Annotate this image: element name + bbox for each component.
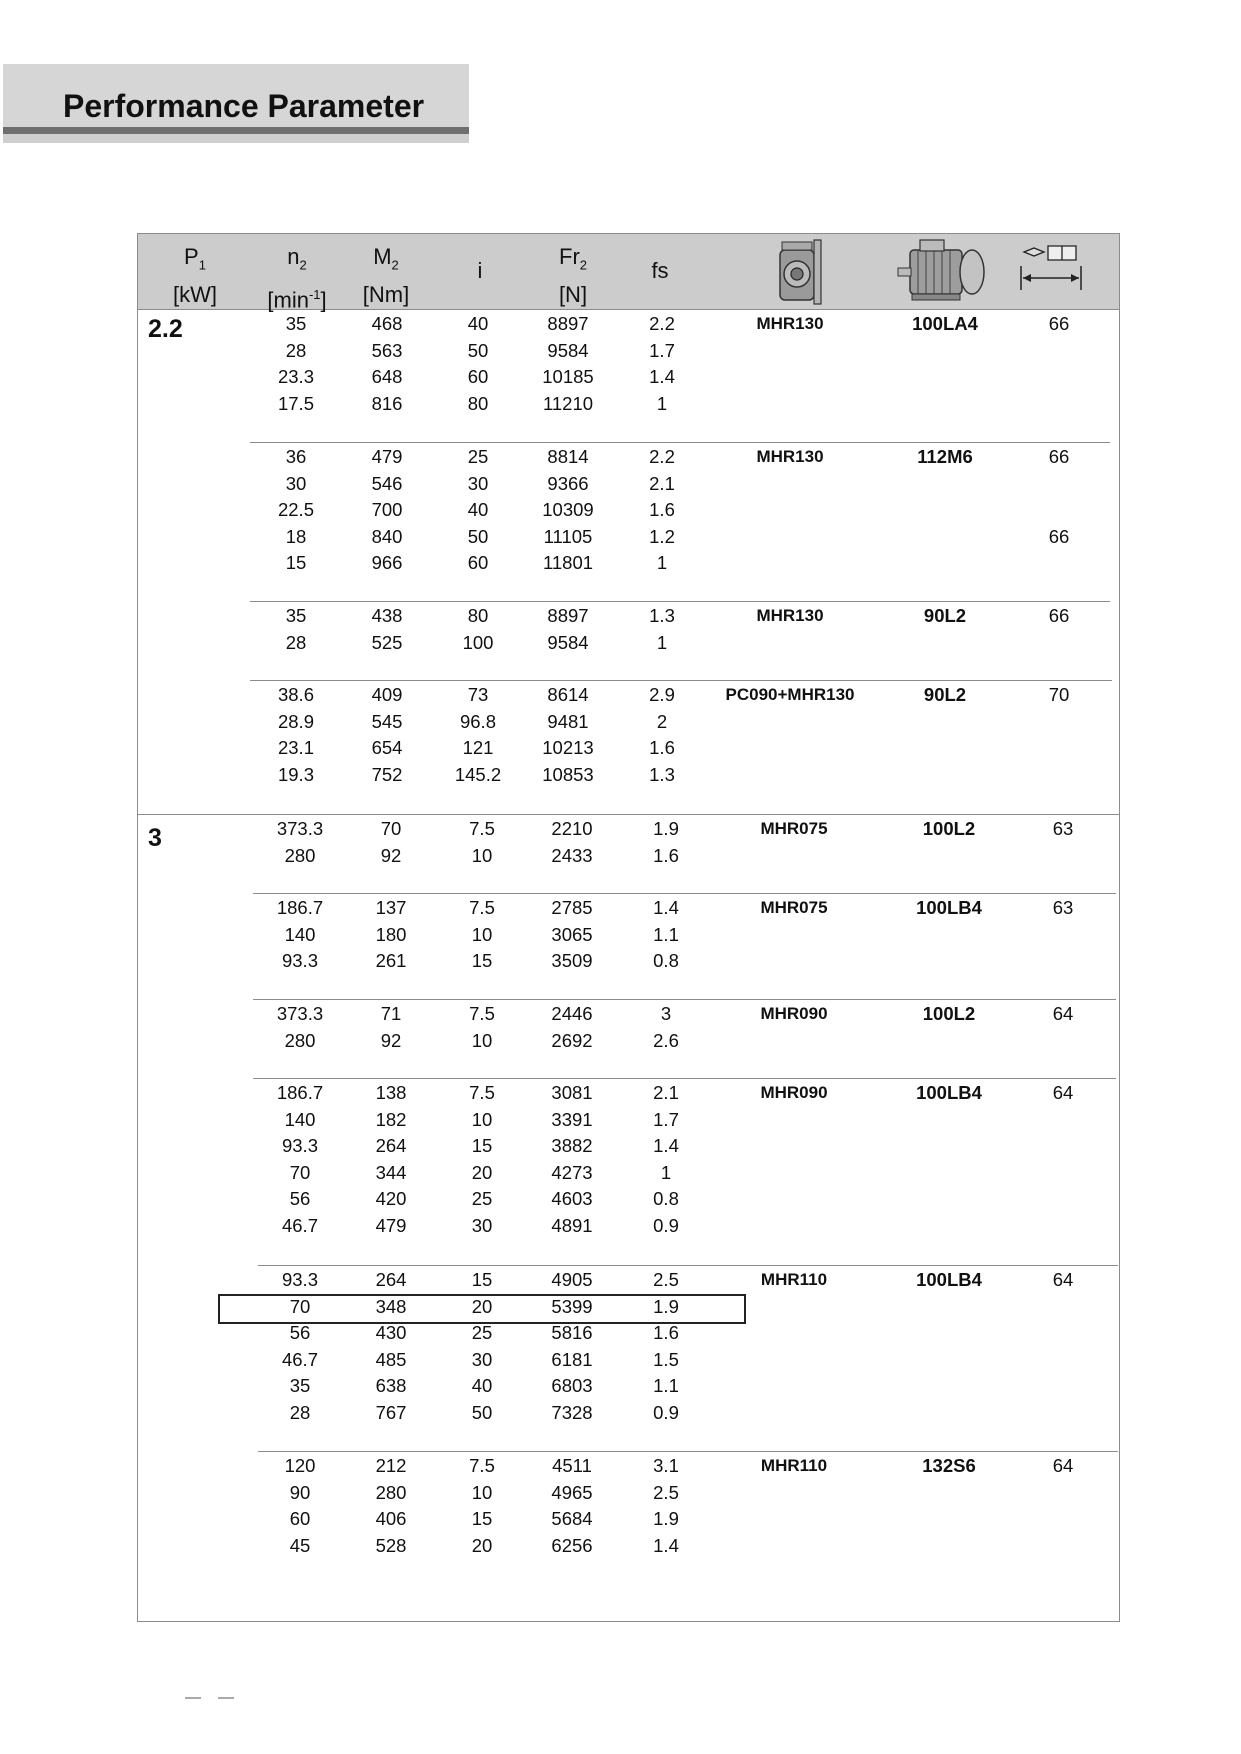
cell-i: 7.5 <box>469 1455 495 1476</box>
dimension-value: 63 <box>1052 818 1074 839</box>
cell-i: 15 <box>471 950 493 972</box>
header-fs: fs <box>651 258 669 283</box>
cell-fs: 0.8 <box>653 1188 679 1210</box>
cell-fr2: 7328 <box>551 1402 593 1423</box>
table-row <box>0 921 1241 948</box>
dimension-value: 66 <box>1048 605 1070 626</box>
cell-m2: 752 <box>371 763 403 785</box>
cell-fr2: 9366 <box>547 472 589 494</box>
cell-fs: 2.1 <box>649 472 675 494</box>
cell-fs: 1.4 <box>653 897 679 918</box>
cell-i: 30 <box>471 1348 493 1370</box>
cell-m2: 180 <box>375 923 407 945</box>
motor-model: 90L2 <box>923 605 967 626</box>
cell-m2: 468 <box>371 313 403 334</box>
gearbox-model: MHR075 <box>760 898 828 917</box>
cell-m2: 409 <box>371 684 403 705</box>
cell-m2: 92 <box>380 1029 402 1051</box>
gearbox-model: MHR090 <box>760 1004 828 1023</box>
cell-fs: 2.2 <box>649 446 675 467</box>
gearbox-model: MHR130 <box>756 314 824 333</box>
cell-m2: 546 <box>371 472 403 494</box>
cell-m2: 438 <box>371 605 403 626</box>
cell-fr2: 6803 <box>551 1375 593 1397</box>
cell-m2: 648 <box>371 366 403 388</box>
cell-m2: 264 <box>375 1135 407 1157</box>
cell-fs: 1.5 <box>653 1348 679 1370</box>
dimension-value: 66 <box>1048 313 1070 334</box>
motor-model: 100LB4 <box>916 1082 982 1103</box>
cell-n2: 186.7 <box>276 897 324 918</box>
cell-m2: 280 <box>375 1481 407 1503</box>
cell-i: 7.5 <box>469 818 495 839</box>
cell-fr2: 4965 <box>551 1481 593 1503</box>
cell-m2: 966 <box>371 552 403 574</box>
cell-i: 10 <box>471 1029 493 1051</box>
cell-m2: 406 <box>375 1508 407 1530</box>
cell-fr2: 4273 <box>551 1161 593 1183</box>
gearbox-model: MHR130 <box>756 606 824 625</box>
cell-m2: 182 <box>375 1108 407 1130</box>
cell-n2: 17.5 <box>277 392 314 414</box>
cell-m2: 348 <box>375 1295 407 1317</box>
cell-fr2: 10309 <box>542 499 594 521</box>
cell-fr2: 10853 <box>542 763 594 785</box>
cell-fs: 3 <box>660 1003 672 1024</box>
cell-fs: 1.4 <box>653 1135 679 1157</box>
cell-i: 20 <box>471 1295 493 1317</box>
cell-fr2: 2210 <box>551 818 593 839</box>
cell-fs: 1.2 <box>649 525 675 547</box>
cell-fs: 1.3 <box>649 605 675 626</box>
dimension-value: 64 <box>1052 1455 1074 1476</box>
cell-i: 80 <box>467 605 489 626</box>
page-title: Performance Parameter <box>63 88 425 124</box>
table-row <box>0 1106 1241 1133</box>
dimension-value: 64 <box>1052 1003 1074 1024</box>
table-row <box>0 1479 1241 1506</box>
motor-icon <box>890 236 1000 306</box>
dimension-value: 64 <box>1052 1082 1074 1103</box>
cell-m2: 430 <box>375 1322 407 1344</box>
cell-fr2: 10185 <box>542 366 594 388</box>
cell-i: 30 <box>467 472 489 494</box>
cell-i: 60 <box>467 366 489 388</box>
cell-fr2: 4511 <box>552 1455 592 1476</box>
cell-fr2: 3509 <box>551 950 593 972</box>
table-row <box>0 1212 1241 1239</box>
gearbox-model: MHR130 <box>756 447 824 466</box>
motor-model: 100L2 <box>922 1003 976 1024</box>
cell-fr2: 11210 <box>542 392 594 414</box>
cell-fr2: 9584 <box>547 339 589 361</box>
cell-n2: 373.3 <box>276 818 324 839</box>
cell-fr2: 3882 <box>551 1135 593 1157</box>
motor-model: 90L2 <box>923 684 967 705</box>
cell-n2: 70 <box>289 1161 311 1183</box>
cell-fs: 1.6 <box>649 737 675 759</box>
cell-fr2: 5816 <box>551 1322 593 1344</box>
cell-fs: 2 <box>656 710 668 732</box>
cell-m2: 528 <box>375 1534 407 1556</box>
cell-i: 15 <box>471 1135 493 1157</box>
cell-i: 80 <box>467 392 489 414</box>
dimension-value: 64 <box>1052 1269 1074 1290</box>
cell-n2: 36 <box>285 446 307 467</box>
cell-fs: 1 <box>656 631 668 653</box>
table-row <box>0 390 1241 417</box>
table-row <box>0 629 1241 656</box>
cell-fr2: 3065 <box>551 923 593 945</box>
cell-i: 145.2 <box>454 763 502 785</box>
table-row <box>0 708 1241 735</box>
cell-fs: 2.1 <box>653 1082 679 1103</box>
cell-fs: 1.9 <box>653 818 679 839</box>
cell-fr2: 6181 <box>551 1348 593 1370</box>
dimension-value: 66 <box>1048 525 1070 547</box>
cell-fs: 0.8 <box>653 950 679 972</box>
cell-m2: 264 <box>375 1269 407 1290</box>
cell-fr2: 3081 <box>551 1082 593 1103</box>
table-row <box>0 1132 1241 1159</box>
dimension-value: 66 <box>1048 446 1070 467</box>
cell-fr2: 2433 <box>551 844 593 866</box>
highlight-row-box <box>218 1294 746 1324</box>
cell-fr2: 8814 <box>547 446 589 467</box>
cell-n2: 280 <box>284 1029 316 1051</box>
table-row <box>0 496 1241 523</box>
cell-m2: 261 <box>375 950 407 972</box>
motor-model: 100LB4 <box>916 897 982 918</box>
cell-fr2: 5684 <box>551 1508 593 1530</box>
power-label-3: 3 <box>148 824 162 852</box>
cell-n2: 28.9 <box>277 710 314 732</box>
cell-fs: 1 <box>656 392 668 414</box>
table-row <box>0 947 1241 974</box>
cell-m2: 420 <box>375 1188 407 1210</box>
cell-m2: 485 <box>375 1348 407 1370</box>
cell-fs: 0.9 <box>653 1402 679 1423</box>
cell-fs: 1.9 <box>653 1295 679 1317</box>
table-row <box>0 842 1241 869</box>
cell-fr2: 9584 <box>547 631 589 653</box>
dimension-value: 70 <box>1048 684 1070 705</box>
cell-i: 40 <box>471 1375 493 1397</box>
cell-n2: 93.3 <box>281 1269 318 1290</box>
cell-fr2: 8614 <box>547 684 589 705</box>
cell-fr2: 4603 <box>551 1188 593 1210</box>
cell-m2: 344 <box>375 1161 407 1183</box>
header-n2: $n_2$ $[\min^{-1}]$ <box>267 244 327 313</box>
cell-fs: 1.9 <box>653 1508 679 1530</box>
cell-fs: 2.5 <box>653 1481 679 1503</box>
cell-n2: 38.6 <box>277 684 314 705</box>
cell-fr2: 6256 <box>551 1534 593 1556</box>
cell-m2: 816 <box>371 392 403 414</box>
footer-mark <box>218 1697 234 1699</box>
cell-fs: 1.6 <box>653 844 679 866</box>
cell-fs: 3.1 <box>653 1455 679 1476</box>
dimension-value: 63 <box>1052 897 1074 918</box>
cell-m2: 767 <box>375 1402 407 1423</box>
cell-m2: 479 <box>375 1215 407 1236</box>
cell-fs: 2.9 <box>649 684 675 705</box>
cell-i: 10 <box>471 844 493 866</box>
motor-model: 100LA4 <box>912 313 978 334</box>
cell-i: 20 <box>471 1161 493 1183</box>
cell-fs: 2.5 <box>653 1269 679 1290</box>
cell-i: 60 <box>467 552 489 574</box>
cell-fs: 2.6 <box>653 1029 679 1051</box>
cell-n2: 56 <box>289 1188 311 1210</box>
cell-m2: 840 <box>371 525 403 547</box>
cell-n2: 46.7 <box>281 1215 318 1236</box>
table-row <box>0 337 1241 364</box>
table-row <box>0 470 1241 497</box>
cell-m2: 654 <box>371 737 403 759</box>
table-row <box>0 363 1241 390</box>
table-row <box>0 1372 1241 1399</box>
cell-n2: 35 <box>289 1375 311 1397</box>
cell-n2: 280 <box>284 844 316 866</box>
cell-n2: 93.3 <box>281 1135 318 1157</box>
cell-fr2: 5399 <box>551 1295 593 1317</box>
cell-n2: 70 <box>289 1295 311 1317</box>
cell-i: 40 <box>467 499 489 521</box>
gearbox-model: MHR110 <box>760 1456 828 1475</box>
cell-n2: 22.5 <box>277 499 314 521</box>
cell-i: 96.8 <box>459 710 496 732</box>
table-row <box>0 734 1241 761</box>
cell-fr2: 4905 <box>551 1269 593 1290</box>
cell-i: 15 <box>471 1508 493 1530</box>
table-row <box>0 1532 1241 1559</box>
gearbox-icon <box>770 236 830 306</box>
cell-n2: 23.3 <box>277 366 314 388</box>
cell-n2: 120 <box>284 1455 316 1476</box>
table-row <box>0 549 1241 576</box>
cell-i: 50 <box>471 1402 493 1423</box>
cell-m2: 700 <box>371 499 403 521</box>
cell-i: 10 <box>471 923 493 945</box>
cell-n2: 186.7 <box>276 1082 324 1103</box>
title-banner <box>3 64 469 134</box>
cell-m2: 563 <box>371 339 403 361</box>
cell-fs: 1.4 <box>649 366 675 388</box>
cell-fs: 1.1 <box>653 1375 679 1397</box>
cell-n2: 28 <box>285 631 307 653</box>
cell-fs: 1.6 <box>649 499 675 521</box>
cell-m2: 138 <box>375 1082 407 1103</box>
cell-fr2: 9481 <box>547 710 589 732</box>
cell-i: 7.5 <box>469 897 495 918</box>
cell-n2: 140 <box>284 1108 316 1130</box>
gearbox-model: MHR090 <box>760 1083 828 1102</box>
cell-i: 25 <box>471 1188 493 1210</box>
cell-i: 73 <box>467 684 489 705</box>
cell-i: 10 <box>471 1108 493 1130</box>
table-row <box>0 1505 1241 1532</box>
cell-i: 30 <box>471 1215 493 1236</box>
header-i: i <box>477 258 483 283</box>
cell-fr2: 8897 <box>547 605 589 626</box>
cell-fr2: 2785 <box>551 897 593 918</box>
cell-n2: 45 <box>289 1534 311 1556</box>
cell-fs: 1 <box>660 1161 672 1183</box>
cell-i: 50 <box>467 339 489 361</box>
cell-n2: 19.3 <box>277 763 314 785</box>
cell-m2: 545 <box>371 710 403 732</box>
cell-m2: 479 <box>371 446 403 467</box>
cell-fs: 1.7 <box>649 339 675 361</box>
cell-n2: 15 <box>285 552 307 574</box>
cell-i: 25 <box>471 1322 493 1344</box>
cell-m2: 70 <box>380 818 402 839</box>
table-row <box>0 1159 1241 1186</box>
cell-fs: 1.6 <box>653 1322 679 1344</box>
cell-i: 20 <box>471 1534 493 1556</box>
cell-i: 121 <box>462 737 494 759</box>
cell-m2: 92 <box>380 844 402 866</box>
cell-fs: 1.7 <box>653 1108 679 1130</box>
motor-model: 112M6 <box>917 446 973 467</box>
cell-m2: 638 <box>375 1375 407 1397</box>
cell-i: 100 <box>462 631 494 653</box>
table-row <box>0 1399 1241 1426</box>
cell-i: 50 <box>467 525 489 547</box>
cell-m2: 137 <box>375 897 407 918</box>
cell-fs: 2.2 <box>649 313 675 334</box>
cell-fs: 1.1 <box>653 923 679 945</box>
cell-fr2: 11801 <box>542 552 594 574</box>
power-label-2.2: 2.2 <box>148 315 183 343</box>
gearbox-model: PC090+MHR130 <box>725 685 855 704</box>
cell-fs: 1.3 <box>649 763 675 785</box>
cell-i: 15 <box>471 1269 493 1290</box>
table-row <box>0 1027 1241 1054</box>
cell-fs: 1.4 <box>653 1534 679 1556</box>
cell-n2: 46.7 <box>281 1348 318 1370</box>
cell-fr2: 2692 <box>551 1029 593 1051</box>
dimension-icon <box>1018 236 1086 296</box>
cell-fr2: 11105 <box>543 525 593 547</box>
cell-m2: 525 <box>371 631 403 653</box>
table-row <box>0 1346 1241 1373</box>
cell-fr2: 8897 <box>547 313 589 334</box>
cell-n2: 23.1 <box>277 737 314 759</box>
header-p1: $P_1$ [kW] <box>173 244 217 308</box>
cell-i: 40 <box>467 313 489 334</box>
cell-n2: 93.3 <box>281 950 318 972</box>
cell-fr2: 4891 <box>551 1215 593 1236</box>
gearbox-model: MHR075 <box>760 819 828 838</box>
cell-fr2: 10213 <box>542 737 594 759</box>
cell-n2: 140 <box>284 923 316 945</box>
cell-n2: 373.3 <box>276 1003 324 1024</box>
cell-n2: 18 <box>285 525 307 547</box>
cell-n2: 60 <box>289 1508 311 1530</box>
table-row <box>0 761 1241 788</box>
cell-i: 25 <box>467 446 489 467</box>
motor-model: 100LB4 <box>916 1269 982 1290</box>
gearbox-model: MHR110 <box>760 1270 828 1289</box>
cell-i: 10 <box>471 1481 493 1503</box>
cell-m2: 212 <box>375 1455 407 1476</box>
cell-n2: 30 <box>285 472 307 494</box>
cell-i: 7.5 <box>469 1082 495 1103</box>
cell-n2: 35 <box>285 313 307 334</box>
cell-fr2: 2446 <box>551 1003 593 1024</box>
motor-model: 100L2 <box>922 818 976 839</box>
cell-fs: 1 <box>656 552 668 574</box>
motor-model: 132S6 <box>922 1455 976 1476</box>
cell-n2: 28 <box>289 1402 311 1423</box>
cell-n2: 90 <box>289 1481 311 1503</box>
cell-m2: 71 <box>380 1003 402 1024</box>
table-row <box>0 1185 1241 1212</box>
cell-i: 7.5 <box>469 1003 495 1024</box>
cell-n2: 35 <box>285 605 307 626</box>
cell-fr2: 3391 <box>551 1108 593 1130</box>
header-fr2: $Fr_2$ [N] <box>558 244 588 308</box>
header-m2: $M_2$ [Nm] <box>362 244 410 308</box>
cell-n2: 28 <box>285 339 307 361</box>
cell-n2: 56 <box>289 1322 311 1344</box>
cell-fs: 0.9 <box>653 1215 679 1236</box>
footer-mark <box>185 1697 201 1699</box>
